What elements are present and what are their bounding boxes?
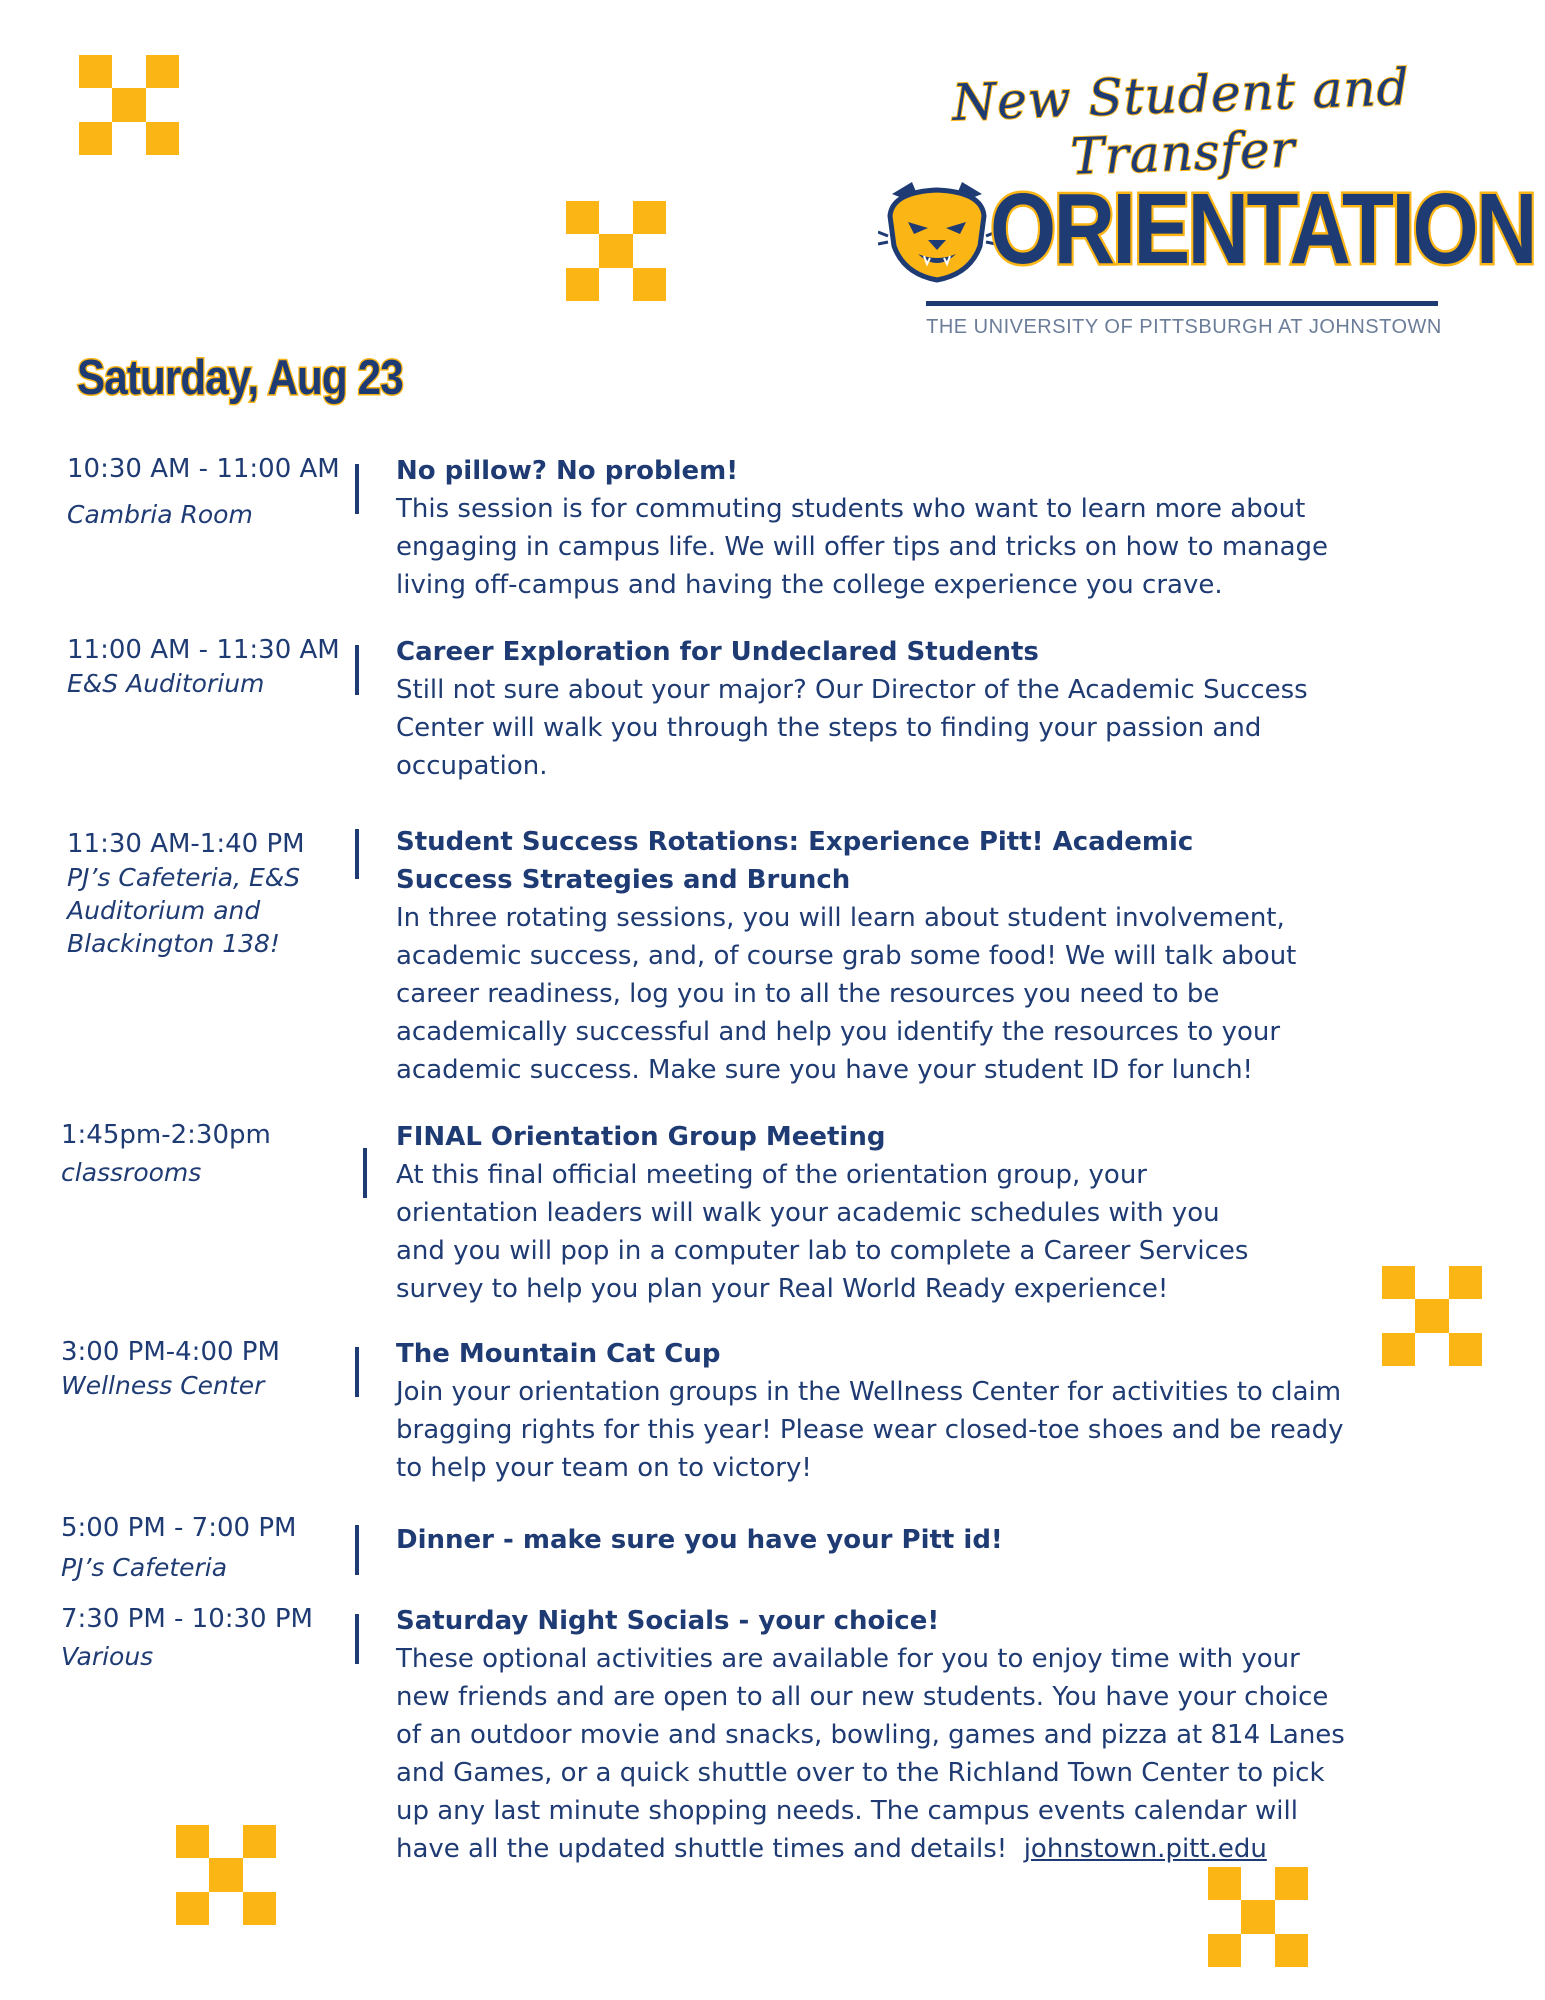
event-description: In three rotating sessions, you will learn about student involvement, academic success, and, of course grab some food! We will talk about career readiness, log you in to all the resources you need to be academically successful and help you identify the resources to your academic success. Make sure you have your student ID for lunch! — [396, 903, 1297, 1085]
event-time: 7:30 PM - 10:30 PM — [61, 1604, 313, 1634]
orientation-logo — [878, 58, 1535, 346]
timeline-divider — [355, 1347, 359, 1397]
event-location: Various — [61, 1642, 154, 1671]
event-content — [396, 452, 1376, 604]
event-title: Career Exploration for Undeclared Students — [396, 637, 1039, 667]
timeline-divider — [363, 1148, 367, 1198]
logo-institution: THE UNIVERSITY OF PITTSBURGH AT JOHNSTOWN — [926, 316, 1442, 338]
timeline-divider — [355, 464, 359, 514]
event-title: Saturday Night Socials - your choice! — [396, 1606, 940, 1636]
event-location: PJ’s Cafeteria, E&S Auditorium and Blackington 138! — [67, 863, 301, 958]
decorative-checker-bottom-right — [1208, 1867, 1308, 1967]
event-location: Cambria Room — [67, 500, 253, 529]
event-location: E&S Auditorium — [67, 669, 265, 698]
event-location: Wellness Center — [61, 1371, 265, 1400]
event-content — [396, 1521, 1376, 1559]
decorative-checker-top-center — [566, 201, 666, 301]
event-content — [396, 1335, 1376, 1487]
event-title: Student Success Rotations: Experience Pitt! Academic Success Strategies and Brunch — [396, 827, 1194, 895]
event-title: FINAL Orientation Group Meeting — [396, 1122, 886, 1152]
event-description: Join your orientation groups in the Wellness Center for activities to claim bragging rights for this year! Please wear closed-toe shoes and be ready to help your team on to victory! — [396, 1377, 1344, 1483]
event-time: 5:00 PM - 7:00 PM — [61, 1513, 297, 1543]
event-time: 11:30 AM-1:40 PM — [67, 829, 305, 859]
event-description-text: These optional activities are available for you to enjoy time with your new friends and are open to all our new students. You have your choice of an outdoor movie and snacks, bowling, games and pizza at 814 Lanes and Games, or a quick shuttle over to the Richland Town Center to pick up any last minute shopping needs. The campus events calendar will have all the updated shuttle times and details! — [396, 1644, 1345, 1864]
event-location: PJ’s Cafeteria — [61, 1553, 228, 1582]
logo-main-title: ORIENTATION — [990, 173, 1535, 285]
timeline-divider — [355, 1614, 359, 1664]
timeline-divider — [355, 645, 359, 695]
event-description: Still not sure about your major? Our Director of the Academic Success Center will walk you through the steps to finding your passion and occupation. — [396, 675, 1308, 781]
event-time: 10:30 AM - 11:00 AM — [67, 454, 340, 484]
date-heading: Saturday, Aug 23 — [77, 351, 403, 405]
decorative-checker-bottom-left — [176, 1825, 276, 1925]
timeline-divider — [355, 1525, 359, 1575]
event-title: No pillow? No problem! — [396, 456, 739, 486]
mountain-cat-icon — [878, 176, 996, 284]
event-content — [396, 823, 1316, 1089]
logo-divider — [926, 301, 1438, 306]
decorative-checker-top-left — [79, 55, 179, 155]
event-content — [396, 633, 1376, 785]
event-time: 11:00 AM - 11:30 AM — [67, 635, 340, 665]
event-content — [396, 1118, 1276, 1308]
event-title: Dinner - make sure you have your Pitt id! — [396, 1525, 1003, 1555]
event-description: This session is for commuting students who want to learn more about engaging in campus life. We will offer tips and tricks on how to manage living off-campus and having the college experience you crave. — [396, 494, 1329, 600]
event-description — [396, 1640, 1356, 1868]
decorative-checker-right — [1382, 1266, 1482, 1366]
event-time: 3:00 PM-4:00 PM — [61, 1337, 280, 1367]
event-time: 1:45pm-2:30pm — [61, 1120, 271, 1150]
timeline-divider — [355, 829, 359, 879]
event-description: At this final official meeting of the orientation group, your orientation leaders will walk your academic schedules with you and you will pop in a computer lab to complete a Career Services survey to help you plan your Real World Ready experience! — [396, 1160, 1249, 1304]
event-title: The Mountain Cat Cup — [396, 1339, 721, 1369]
event-content — [396, 1602, 1356, 1868]
website-link[interactable]: johnstown.pitt.edu — [1023, 1834, 1267, 1864]
logo-script-title: New Student and Transfer — [951, 58, 1411, 186]
event-location: classrooms — [61, 1158, 202, 1187]
